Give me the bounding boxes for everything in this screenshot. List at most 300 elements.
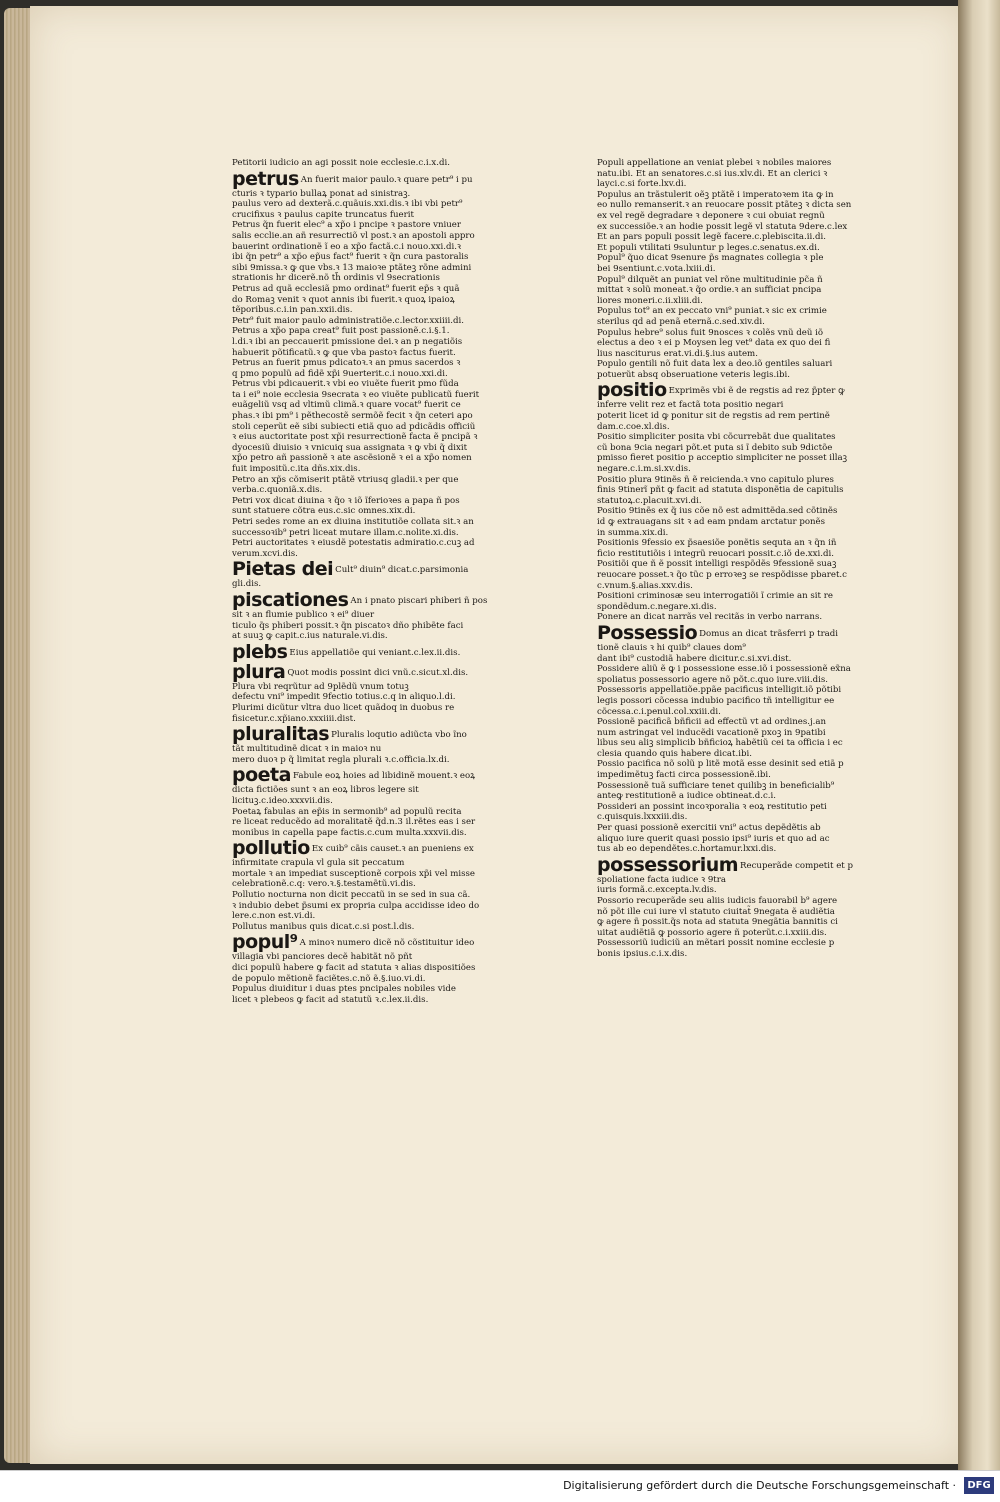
index-entry [597, 759, 884, 780]
entry-line [232, 682, 517, 693]
entry-text: bonis ipsius.c.i.x.dis. [597, 948, 688, 959]
entry-line [597, 517, 884, 528]
index-entry [232, 807, 517, 839]
entry-line [597, 781, 884, 792]
entry-line [232, 692, 517, 703]
entry-line [597, 328, 884, 339]
entry-text: spondẽdum.c.negare.xi.dis. [597, 601, 717, 612]
index-entry [597, 475, 884, 507]
index-entry [232, 220, 517, 284]
entry-text: An i pnato piscari phiberi ñ pos [350, 595, 488, 606]
entry-line [232, 432, 517, 443]
index-entry [597, 855, 884, 896]
entry-line [597, 917, 884, 928]
entry-text: fisicetur.c.xp̃iano.xxxiiii.dist. [232, 713, 356, 724]
entry-line [597, 717, 884, 728]
entry-text: pmisso fieret positio p acceptio simpliciter ne posset illaꝫ [597, 453, 848, 464]
entry-line [232, 348, 517, 359]
entry-line [232, 932, 517, 952]
entry-line [597, 885, 884, 896]
entry-text: Ponere an dicat narrãs vel recitãs in verbo narrans. [597, 612, 823, 623]
entry-line [597, 275, 884, 286]
entry-text: verba.c.quoniã.x.dis. [232, 485, 323, 496]
entry-line [597, 211, 884, 222]
entry-text: fuit impositũ.c.ita dñs.xix.dis. [232, 464, 361, 475]
entry-text: Petrus vbi pdicauerit.ꝛ vbi eo viuẽte fuerit pmo fũda [232, 379, 459, 390]
entry-text: Petr⁹ fuit maior paulo administratiõe.c.lector.xxiiii.di. [232, 315, 464, 326]
index-entry [597, 623, 884, 664]
entry-line [597, 232, 884, 243]
entry-line [232, 621, 517, 632]
entry-text: dici populũ habere ꝙ facit ad statuta ꝛ alias dispositiões [232, 963, 476, 974]
entry-line [232, 610, 517, 621]
index-entry [597, 506, 884, 538]
entry-line [597, 623, 884, 643]
entry-text: Pluralis loqutio adiũcta vbo ĩno [331, 730, 467, 741]
entry-line [232, 890, 517, 901]
entry-text: Plura vbi reqrũtur ad 9plẽdũ vnum totuꝫ [232, 681, 409, 692]
entry-text: Pollutio nocturna non dicit peccatũ in se sed in sua cã. [232, 890, 471, 901]
entry-line [232, 316, 517, 327]
entry-text: Possideri an possint incoꝛporalia ꝛ eoꝝ restitutio peti [597, 801, 827, 812]
entry-headword: Pietas dei [232, 558, 334, 581]
entry-line [597, 707, 884, 718]
entry-line [597, 453, 884, 464]
entry-line [597, 243, 884, 254]
entry-line [597, 496, 884, 507]
entry-line [597, 549, 884, 560]
entry-line [597, 200, 884, 211]
entry-line [232, 703, 517, 714]
entry-text: Positio simpliciter posita vbi cõcurrebãt due qualitates [597, 432, 836, 443]
entry-line [232, 337, 517, 348]
index-entry [597, 717, 884, 759]
entry-text: tus ab eo dependẽtes.c.hortamur.lxxi.dis. [597, 844, 777, 855]
entry-text: ticulo q̃s phiberi possit.ꝛ q̃n piscatoꝛ dño phibẽte faci [232, 620, 464, 631]
entry-text: Et an pars populi possit legẽ facere.c.plebiscita.ii.di. [597, 232, 826, 243]
entry-text: ꝛ indubio debet p̃sumi ex propria culpa accidisse ideo do [232, 900, 480, 911]
index-entry [232, 326, 517, 358]
index-entry [597, 559, 884, 591]
entry-line [597, 349, 884, 360]
index-entry [232, 890, 517, 922]
entry-line [232, 326, 517, 337]
entry-line [597, 664, 884, 675]
entry-text: euãgeliũ vsq ad vltimũ climã.ꝛ quare vocat⁹ fuerit ce [232, 400, 461, 411]
entry-text: l.di.ꝛ ibi an peccauerit pmissione dei.ꝛ an p negatiõis [232, 336, 463, 347]
entry-line [597, 802, 884, 813]
entry-text: ibi q̃n petr⁹ a xp̃o ep̃us fact⁹ fuerit ꝛ q̃n cura pastoralis [232, 252, 469, 263]
entry-line [232, 422, 517, 433]
entry-line [232, 538, 517, 549]
entry-text: lius nasciturus erat.vi.di.§.ius autem. [597, 348, 758, 359]
index-entry [597, 328, 884, 360]
entry-headword: poeta [232, 764, 291, 787]
entry-line [597, 400, 884, 411]
entry-text: re liceat reducẽdo ad moralitatẽ q̃d.n.3 il.rẽtes eas i ser [232, 817, 476, 828]
entry-text: num astringat vel inducẽdi vacationẽ pxoꝫ in 9patibi [597, 727, 826, 738]
index-entry [597, 359, 884, 380]
index-entry [232, 379, 517, 474]
entry-line [597, 443, 884, 454]
entry-text: Populus an trãstulerit oẽꝫ ptãtẽ i imperatoꝛem ita ꝙ in [597, 189, 834, 200]
entry-line [232, 464, 517, 475]
entry-text: xp̃o petro añ passionẽ ꝛ ate ascẽsionẽ ꝛ ei a xp̃o nomen [232, 453, 472, 464]
entry-line [597, 317, 884, 328]
entry-headword: petrus [232, 167, 299, 190]
entry-line [597, 264, 884, 275]
entry-text: dant ibi⁹ custodiã habere dicitur.c.si.xvi.dist. [597, 653, 792, 664]
entry-text: layci.c.si forte.lxv.di. [597, 179, 687, 190]
entry-text: monibus in capella pape factis.c.cum multa.xxxvii.dis. [232, 827, 467, 838]
entry-text: spoliatione facta iudice ꝛ 9tra [597, 874, 726, 885]
entry-text: tãt multitudinẽ dicat ꝛ in maioꝛ nu [232, 744, 382, 755]
entry-line [232, 485, 517, 496]
entry-text: sibi 9missa.ꝛ ꝙ que vbs.ꝛ 13 maioꝛe ptãteꝫ rõne admini [232, 262, 472, 273]
entry-text: infirmitate crapula vl gula sit peccatum [232, 858, 405, 869]
entry-text: Poetaꝝ fabulas an ep̃is in sermonib⁹ ad populũ recita [232, 806, 462, 817]
entry-line [232, 869, 517, 880]
entry-text: ficio restitutiõis i integrũ reuocari possit.c.iõ de.xxi.di. [597, 548, 834, 559]
entry-line [597, 938, 884, 949]
entry-line [232, 807, 517, 818]
entry-line [597, 675, 884, 686]
entry-line [597, 591, 884, 602]
entry-line [232, 252, 517, 263]
index-entry [232, 158, 517, 169]
entry-headword: Possessio [597, 621, 698, 644]
index-entry [232, 703, 517, 724]
entry-line [232, 242, 517, 253]
entry-text: Cult⁹ diuin⁹ dicat.c.parsimonia [335, 565, 469, 576]
entry-text: poterit licet id ꝙ ponitur sit de regstis ad rem pertinẽ [597, 411, 830, 422]
entry-text: Plurimi dicũtur vltra duo licet quãdoq in duobus re [232, 702, 455, 713]
entry-text: lere.c.non est.vi.di. [232, 911, 316, 922]
entry-line [597, 896, 884, 907]
index-entry [597, 158, 884, 190]
entry-line [597, 823, 884, 834]
entry-line [597, 338, 884, 349]
entry-line [232, 305, 517, 316]
entry-line [597, 759, 884, 770]
entry-line [232, 528, 517, 539]
entry-text: Possessoris appellatiõe.ppãe pacificus intelligit.iõ põtibi [597, 685, 842, 696]
entry-text: impedimẽtuꝫ facti circa possessionẽ.ibi. [597, 770, 771, 781]
entry-text: cturis ꝛ typario bullaꝝ ponat ad sinistraꝫ. [232, 188, 411, 199]
entry-text: anteꝙ restitutionẽ a iudice obtineat.d.c.i. [597, 791, 776, 802]
entry-text: Exprimẽs vbi ẽ de regstis ad rez p̃pter ꝙ [668, 386, 845, 397]
entry-text: Petri sedes rome an ex diuina institutiõe collata sit.ꝛ an [232, 517, 474, 527]
entry-line [232, 901, 517, 912]
entry-line [597, 570, 884, 581]
entry-text: Quot modis possint dici vnũ.c.sicut.xl.dis. [287, 667, 469, 678]
entry-line [597, 306, 884, 317]
entry-line [597, 602, 884, 613]
entry-line [597, 749, 884, 760]
entry-text: finis 9tinerĩ pñt ꝙ facit ad statuta disponẽtia de capitulis [597, 485, 844, 496]
entry-line [232, 559, 517, 579]
entry-text: successoꝛib⁹ petri liceat mutare illam.c.nolite.xi.dis. [232, 527, 459, 538]
entry-line [232, 952, 517, 963]
entry-line [597, 654, 884, 665]
entry-text: Possionẽ pacificã bñficii ad effectũ vt ad ordines.j.an [597, 717, 827, 728]
entry-line [232, 785, 517, 796]
index-entry [232, 538, 517, 559]
entry-line [232, 210, 517, 221]
entry-line [232, 817, 517, 828]
index-entry [597, 253, 884, 274]
entry-line [232, 273, 517, 284]
entry-text: nõ põt ille cui iure vl statuto ciuitat̃ 9negata ẽ audiẽtia [597, 906, 835, 917]
entry-line [232, 744, 517, 755]
entry-line [232, 369, 517, 380]
entry-line [597, 559, 884, 570]
entry-line [232, 963, 517, 974]
index-entry [232, 316, 517, 327]
entry-line [597, 380, 884, 400]
entry-line [232, 284, 517, 295]
index-entry [597, 190, 884, 243]
entry-text: licituꝫ.c.ideo.xxxvii.dis. [232, 795, 333, 806]
entry-text: inferre velit rez et factã tota positio negari [597, 400, 784, 411]
entry-line [232, 879, 517, 890]
entry-text: at suuꝫ ꝙ capit.c.ius naturale.vi.dis. [232, 631, 388, 642]
entry-line [597, 949, 884, 960]
entry-line [597, 475, 884, 486]
entry-line [597, 432, 884, 443]
entry-line [232, 517, 517, 528]
index-entry [597, 380, 884, 432]
entry-text: sunt statuere cõtra eus.c.sic omnes.xix.di. [232, 506, 416, 517]
index-entry [232, 169, 517, 221]
index-entry [232, 765, 517, 806]
entry-line [597, 728, 884, 739]
entry-line [232, 506, 517, 517]
entry-line [597, 855, 884, 875]
index-entry [232, 838, 517, 890]
entry-text: ex vel regẽ degradare ꝛ deponere ꝛ cui obuiat regnũ [597, 210, 825, 221]
entry-text: Petrus an fuerit pmus pdicatoꝛ.ꝛ an pmus sacerdos ꝛ [232, 358, 461, 369]
entry-text: cõcessa.c.i.penul.col.xxiii.di. [597, 706, 721, 717]
index-entry [232, 496, 517, 517]
index-entry [232, 284, 517, 316]
entry-line [597, 834, 884, 845]
entry-text: defectu vni⁹ impedit 9fectio totius.c.q in aliquo.l.di. [232, 692, 456, 703]
entry-line [597, 643, 884, 654]
entry-text: bei 9sentiunt.c.vota.lxiii.di. [597, 263, 716, 274]
index-entry [597, 781, 884, 802]
entry-line [597, 190, 884, 201]
entry-text: Populus tot⁹ an ex peccato vni⁹ puniat.ꝛ sic ex crimie [597, 306, 827, 317]
entry-text: Populus hebre⁹ solus fuit 9nosces ꝛ colẽs vnũ deũ iõ [597, 327, 824, 338]
entry-line [232, 590, 517, 610]
entry-text: Petrus ad quã ecclesiã pmo ordinat⁹ fuerit ep̃s ꝛ quã [232, 283, 460, 294]
index-entry [597, 685, 884, 717]
entry-line [597, 812, 884, 823]
index-entry [232, 984, 517, 1005]
entry-text: Petri auctoritates ꝛ eiusdẽ potestatis admiratio.c.cuꝫ ad [232, 538, 475, 549]
entry-text: aliquo iure querit quasi possio ipsi⁹ iuris et quo ad ac [597, 833, 830, 844]
entry-text: natu.ibi. Et an senatores.c.si ius.xlv.di. Et an clerici ꝛ [597, 168, 828, 179]
entry-text: paulus vero ad dexterã.c.quãuis.xxi.dis.ꝛ ibi vbi petr⁹ [232, 199, 463, 210]
entry-text: libus seu aliꝫ simplicib bñficioꝝ habẽtiũ cei ta officia i ec [597, 738, 843, 749]
entry-text: habuerit põtificatũ.ꝛ ꝙ que vba pastoꝛ factus fuerit. [232, 347, 456, 358]
entry-text: stoli ceperũt eẽ sibi subiecti etiã quo ad pdicãdis officiũ [232, 421, 476, 432]
dfg-logo: DFG [964, 1477, 994, 1494]
entry-text: celebrationẽ.c.q: vero.ꝛ.§.testamẽtũ.vi.dis. [232, 879, 416, 890]
entry-text: electus a deo ꝛ ei p Moysen leg vet⁹ data ex quo dei fi [597, 338, 831, 349]
entry-line [597, 738, 884, 749]
entry-text: eo nullo remanserit.ꝛ an reuocare possit ptãteꝫ ꝛ dicta sen [597, 200, 852, 211]
entry-line [597, 464, 884, 475]
entry-line [597, 359, 884, 370]
entry-text: salis ecclie.an añ resurrectiõ vl post.ꝛ an apostoli appro [232, 230, 475, 241]
index-entry [597, 802, 884, 823]
entry-text: gli.dis. [232, 579, 262, 590]
entry-headword: popul⁹ [232, 931, 298, 954]
entry-line [597, 875, 884, 886]
entry-text: verum.xcvi.dis. [232, 548, 298, 559]
index-entry [232, 724, 517, 765]
footer-credit-text: Digitalisierung gefördert durch die Deutsche Forschungsgemeinschaft · [563, 1479, 956, 1492]
entry-line [597, 485, 884, 496]
entry-text: Domus an dicat trãsferri p tradi [699, 628, 839, 639]
entry-line [232, 796, 517, 807]
entry-line [232, 358, 517, 369]
entry-text: Positio plura 9tinẽs ñ ẽ reicienda.ꝛ vno capitulo plures [597, 474, 834, 485]
entry-line [597, 928, 884, 939]
entry-text: Positioni criminosæ seu interrogatiõi ĩ crimie an sit re [597, 591, 833, 602]
entry-text: Populi appellatione an veniat plebei ꝛ nobiles maiores [597, 158, 832, 168]
entry-text: Petrus q̃n fuerit elec⁹ a xp̃o i pncipe ꝛ pastore vniuer [232, 220, 462, 231]
entry-text: ꝛ eius auctoritate post xp̃i resurrectionẽ facta ẽ pncipã ꝛ [232, 432, 478, 443]
entry-text: Pollutus manibus quis dicat.c.si post.l.dis. [232, 921, 415, 932]
entry-text: cũ bona 9cia negari põt.et puta si ĩ debito sub 9dictõe [597, 442, 833, 453]
entry-line [597, 770, 884, 781]
entry-line [232, 642, 517, 662]
entry-line [232, 765, 517, 785]
entry-headword: pollutio [232, 837, 310, 860]
entry-line [232, 453, 517, 464]
entry-text: do Romaꝫ venit ꝛ quot annis ibi fuerit.ꝛ quoꝝ ipaioꝝ [232, 294, 455, 305]
entry-line [597, 538, 884, 549]
entry-line [597, 253, 884, 264]
entry-line [232, 995, 517, 1006]
entry-text: legis possori cõcessa indubio pacifico tñ intelligitur ee [597, 695, 835, 706]
index-entry [597, 591, 884, 612]
entry-headword: positio [597, 379, 667, 402]
entry-text: liores moneri.c.ii.xliii.di. [597, 295, 703, 306]
entry-line [597, 296, 884, 307]
entry-text: Possidere aliũ ẽ ꝙ i possessione esse.iõ i possessionẽ ex̃na [597, 664, 851, 675]
entry-text: Petitorii iudicio an agi possit noie ecclesie.c.i.x.di. [232, 158, 450, 168]
entry-line [232, 199, 517, 210]
entry-text: bauerint ordinationẽ ĩ eo a xp̃o factã.c.i nouo.xxi.di.ꝛ [232, 241, 461, 252]
entry-text: uitat audiẽtiã ꝙ possorio agere ñ poterũt.c.i.xxiii.dis. [597, 927, 827, 938]
entry-line [597, 685, 884, 696]
entry-line [232, 220, 517, 231]
entry-text: An fuerit maior paulo.ꝛ quare petr⁹ i pu [300, 174, 473, 185]
entry-line [232, 984, 517, 995]
entry-text: Petri vox dicat diuina ꝛ q̃o ꝛ iõ ĩferioꝛes a papa ñ pos [232, 495, 460, 506]
entry-line [232, 400, 517, 411]
entry-text: ta i ei⁹ noie ecclesia 9secrata ꝛ eo viuẽte publicatũ fuerit [232, 389, 480, 400]
index-entry [597, 306, 884, 327]
entry-text: Petrus a xp̃o papa creat⁹ fuit post passionẽ.c.i.§.1. [232, 326, 450, 337]
entry-line [597, 581, 884, 592]
entry-text: phas.ꝛ ibi pm⁹ i pẽthecostẽ sermõẽ fecit ꝛ q̃n ceteri apo [232, 411, 473, 422]
entry-text: Recuperãde competit et p [740, 860, 853, 871]
index-entry [232, 559, 517, 590]
entry-text: spoliatus possessorio agere nõ põt.c.quo iure.viii.dis. [597, 674, 829, 685]
entry-headword: possessorium [597, 853, 739, 876]
entry-line [232, 379, 517, 390]
entry-line [232, 263, 517, 274]
entry-line [232, 295, 517, 306]
entry-text: c.quisquis.lxxxiii.dis. [597, 812, 688, 823]
entry-text: Populus diuiditur i duas ptes pncipales nobiles vide [232, 984, 456, 995]
entry-line [232, 411, 517, 422]
entry-text: Per quasi possionẽ exercitii vni⁹ actus depẽdẽtis ab [597, 823, 821, 834]
entry-line [597, 222, 884, 233]
entry-line [597, 907, 884, 918]
entry-text: in summa.xix.di. [597, 527, 669, 538]
index-entry [597, 896, 884, 938]
entry-text: villagia vbi panciores decẽ habitãt nõ pñt [232, 952, 413, 963]
index-entry [597, 243, 884, 254]
index-entry [597, 538, 884, 559]
entry-text: de populo mẽtionẽ faciẽtes.c.nõ ẽ.§.iuo.vi.di. [232, 973, 426, 984]
entry-line [597, 422, 884, 433]
entry-line [232, 189, 517, 200]
entry-text: crucifixus ꝛ paulus capite truncatus fuerit [232, 209, 414, 220]
entry-line [597, 158, 884, 169]
entry-headword: piscationes [232, 588, 349, 611]
entry-line [232, 231, 517, 242]
entry-line [597, 179, 884, 190]
entry-text: potuerũt absq obseruatione veteris legis.ibi. [597, 369, 790, 380]
index-entry [232, 642, 517, 662]
entry-headword: plebs [232, 640, 288, 663]
entry-text: Popul⁹ dilquẽt an puniat vel rõne multitudinie pc̃a ñ [597, 274, 823, 285]
entry-text: id ꝙ extrauagans sit ꝛ ad eam pndam arctatur ponẽs [597, 517, 826, 527]
entry-line [597, 696, 884, 707]
entry-text: strationis hr dicerẽ.nõ th̃ ordinis vl 9secrationis [232, 273, 440, 284]
book-gutter [958, 0, 1000, 1470]
entry-text: dyocesiũ diuisio ꝛ vnicuiq sua assignata ꝛ ꝙ vbi q̃ dixit [232, 442, 468, 453]
entry-text: reuocare posset.ꝛ q̃o tũc p erroꝛeꝫ se respõdisse pbaret.c [597, 569, 847, 580]
entry-text: Positionis 9fessio ex p̃saesiõe ponẽtis sequta an ꝛ q̃n iñ [597, 538, 837, 549]
entry-text: Petro an xp̃s cõmiserit ptãtẽ vtriusq gladii.ꝛ per que [232, 474, 459, 485]
index-entry [232, 475, 517, 496]
entry-text: mittat ꝛ solũ moneat.ꝛ q̃o ordie.ꝛ an sufficiat pncipa [597, 285, 822, 296]
entry-line [232, 974, 517, 985]
entry-text: mero duoꝛ p q̃ limitat regla plurali ꝛ.c.officia.lx.di. [232, 754, 450, 765]
index-entry [597, 432, 884, 474]
index-entry [232, 358, 517, 379]
entry-line [232, 662, 517, 682]
entry-line [232, 475, 517, 486]
entry-line [597, 528, 884, 539]
entry-text: dam.c.coe.xl.dis. [597, 421, 670, 432]
entry-text: clesia quando quis habere dicat.ibi. [597, 748, 752, 759]
entry-text: negare.c.i.m.si.xv.dis. [597, 464, 691, 475]
entry-text: q pmo populũ ad fidẽ xp̃i 9uerterit.c.i nouo.xxi.di. [232, 368, 448, 379]
entry-text: mortale ꝛ an impediat susceptionẽ corpois xp̃i vel misse [232, 868, 476, 879]
entry-line [232, 911, 517, 922]
entry-line [597, 285, 884, 296]
entry-line [597, 411, 884, 422]
